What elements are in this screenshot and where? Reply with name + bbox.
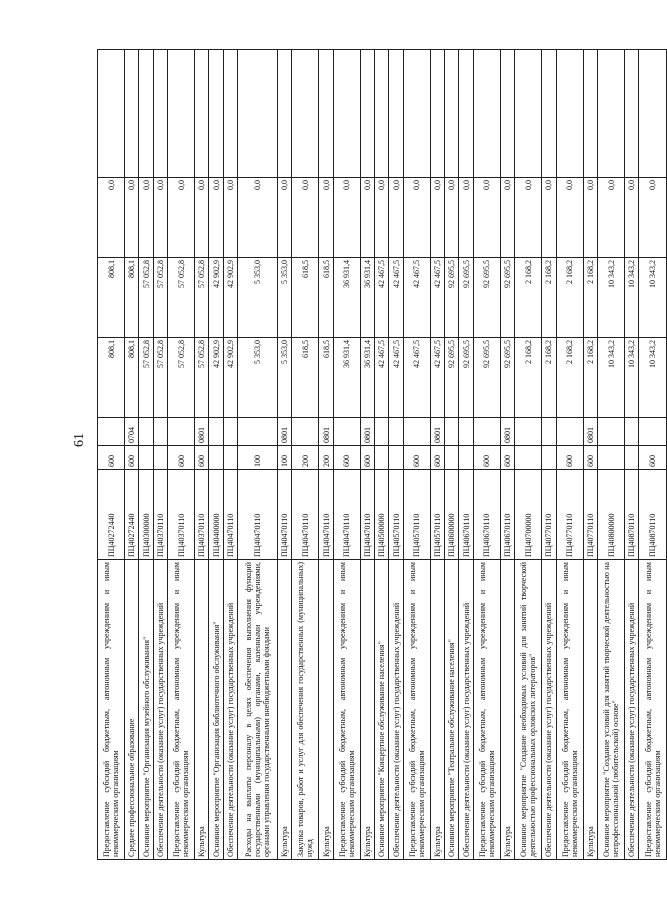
row-rz-cell [223, 418, 237, 446]
row-rz-cell [625, 418, 639, 446]
table-row [403, 50, 430, 860]
row-value1-cell: 57 052,8 [153, 338, 167, 418]
table-row [583, 50, 597, 860]
row-value2-cell: 618,5 [319, 258, 333, 338]
row-value1-cell: 92 695,5 [445, 338, 459, 418]
row-rz-cell: 0801 [360, 418, 374, 446]
row-name-cell: Основное мероприятие "Концертное обслуживание населения" [375, 560, 389, 860]
row-value2-cell: 57 052,8 [195, 258, 209, 338]
row-vr-cell: 600 [333, 446, 360, 470]
row-empty-cell [500, 50, 514, 178]
row-code-cell: ПЦ40500000 [375, 470, 389, 560]
row-value2-cell: 5 353,0 [278, 258, 292, 338]
row-code-cell: ПЦ40770110 [542, 470, 556, 560]
row-vr-cell: 600 [360, 446, 374, 470]
row-vr-cell: 600 [639, 446, 667, 470]
table-row [598, 50, 625, 860]
row-value3-cell: 0,0 [556, 178, 583, 258]
row-value2-cell: 2 168,2 [583, 258, 597, 338]
row-name-cell: Обеспечение деятельности (оказание услуг) государственных учреждений [625, 560, 639, 860]
row-name-cell: Обеспечение деятельности (оказание услуг) государственных учреждений [459, 560, 473, 860]
row-value3-cell: 0,0 [319, 178, 333, 258]
row-empty-cell [542, 50, 556, 178]
row-rz-cell [153, 418, 167, 446]
row-name-cell: Культура [195, 560, 209, 860]
row-value2-cell: 2 168,2 [556, 258, 583, 338]
row-vr-cell: 200 [292, 446, 319, 470]
row-value1-cell: 10 343,2 [625, 338, 639, 418]
row-code-cell: ПЦ40470110 [333, 470, 360, 560]
row-name-cell: Обеспечение деятельности (оказание услуг) государственных учреждений [153, 560, 167, 860]
row-vr-cell [598, 446, 625, 470]
row-vr-cell [223, 446, 237, 470]
row-empty-cell [459, 50, 473, 178]
row-code-cell: ПЦ40600000 [445, 470, 459, 560]
row-value3-cell: 0,0 [238, 178, 278, 258]
row-rz-cell [209, 418, 223, 446]
row-vr-cell: 600 [195, 446, 209, 470]
row-value2-cell: 92 695,5 [445, 258, 459, 338]
row-vr-cell: 600 [98, 446, 125, 470]
row-empty-cell [139, 50, 153, 178]
row-empty-cell [639, 50, 667, 178]
row-value3-cell: 0,0 [223, 178, 237, 258]
row-rz-cell [98, 418, 125, 446]
row-value1-cell: 10 343,2 [639, 338, 667, 418]
row-value1-cell: 2 168,2 [515, 338, 542, 418]
table-row [459, 50, 473, 860]
row-value1-cell: 618,5 [319, 338, 333, 418]
table-row [473, 50, 500, 860]
row-empty-cell [195, 50, 209, 178]
row-value3-cell: 0,0 [360, 178, 374, 258]
row-value3-cell: 0,0 [195, 178, 209, 258]
row-code-cell: ПЦ40570110 [389, 470, 403, 560]
page-number: 61 [72, 433, 87, 447]
row-name-cell: Предоставление субсидий бюджетным, автономным учреждениям и иным некоммерческим организациям [333, 560, 360, 860]
row-empty-cell [360, 50, 374, 178]
budget-table-body [98, 50, 667, 860]
row-code-cell: ПЦ40470110 [292, 470, 319, 560]
row-code-cell: ПЦ40670110 [500, 470, 514, 560]
row-code-cell: ПЦ40770110 [556, 470, 583, 560]
row-value2-cell: 42 467,5 [375, 258, 389, 338]
row-rz-cell [375, 418, 389, 446]
row-vr-cell: 600 [500, 446, 514, 470]
row-value3-cell: 0,0 [473, 178, 500, 258]
row-value1-cell: 42 902,9 [209, 338, 223, 418]
row-empty-cell [209, 50, 223, 178]
row-rz-cell [445, 418, 459, 446]
row-rz-cell [168, 418, 195, 446]
table-row [168, 50, 195, 860]
row-name-cell: Культура [500, 560, 514, 860]
row-vr-cell [209, 446, 223, 470]
row-value2-cell: 5 353,0 [238, 258, 278, 338]
row-code-cell: ПЦ40272440 [98, 470, 125, 560]
table-row [360, 50, 374, 860]
row-code-cell: ПЦ40700000 [515, 470, 542, 560]
table-row [139, 50, 153, 860]
row-code-cell: ПЦ40470110 [360, 470, 374, 560]
row-vr-cell: 600 [403, 446, 430, 470]
row-name-cell: Культура [430, 560, 444, 860]
row-name-cell: Основное мероприятие "Театральное обслуживание населения" [445, 560, 459, 860]
table-row [153, 50, 167, 860]
row-empty-cell [445, 50, 459, 178]
table-row [195, 50, 209, 860]
row-value1-cell: 57 052,8 [195, 338, 209, 418]
row-code-cell: ПЦ40870110 [625, 470, 639, 560]
table-row [375, 50, 389, 860]
row-code-cell: ПЦ40770110 [583, 470, 597, 560]
row-value2-cell: 10 343,2 [625, 258, 639, 338]
row-value1-cell: 2 168,2 [556, 338, 583, 418]
row-vr-cell: 600 [125, 446, 139, 470]
row-rz-cell [389, 418, 403, 446]
row-value1-cell: 42 467,5 [430, 338, 444, 418]
row-value3-cell: 0,0 [139, 178, 153, 258]
row-value3-cell: 0,0 [403, 178, 430, 258]
row-value3-cell: 0,0 [278, 178, 292, 258]
row-value2-cell: 42 902,9 [223, 258, 237, 338]
row-code-cell: ПЦ40370110 [168, 470, 195, 560]
row-name-cell: Обеспечение деятельности (оказание услуг) государственных учреждений [389, 560, 403, 860]
row-code-cell: ПЦ40470110 [278, 470, 292, 560]
row-vr-cell: 600 [473, 446, 500, 470]
row-value2-cell: 92 695,5 [459, 258, 473, 338]
row-name-cell: Основное мероприятие "Организация библиотечного обслуживания" [209, 560, 223, 860]
row-rz-cell [515, 418, 542, 446]
table-row [238, 50, 278, 860]
row-rz-cell: 0801 [278, 418, 292, 446]
row-vr-cell: 600 [430, 446, 444, 470]
row-empty-cell [515, 50, 542, 178]
table-row [292, 50, 319, 860]
row-code-cell: ПЦ40800000 [598, 470, 625, 560]
row-vr-cell [445, 446, 459, 470]
table-row [445, 50, 459, 860]
row-rz-cell [459, 418, 473, 446]
row-empty-cell [223, 50, 237, 178]
row-empty-cell [583, 50, 597, 178]
row-rz-cell [292, 418, 319, 446]
row-value2-cell: 57 052,8 [139, 258, 153, 338]
row-code-cell: ПЦ40470110 [238, 470, 278, 560]
row-rz-cell: 0704 [125, 418, 139, 446]
row-value2-cell: 57 052,8 [153, 258, 167, 338]
row-code-cell: ПЦ40300000 [139, 470, 153, 560]
row-value1-cell: 10 343,2 [598, 338, 625, 418]
row-value2-cell: 42 467,5 [389, 258, 403, 338]
row-value1-cell: 92 695,5 [473, 338, 500, 418]
row-code-cell: ПЦ40370110 [195, 470, 209, 560]
row-value2-cell: 92 695,5 [473, 258, 500, 338]
row-name-cell: Культура [278, 560, 292, 860]
row-rz-cell: 0801 [319, 418, 333, 446]
table-row [209, 50, 223, 860]
row-value1-cell: 42 467,5 [389, 338, 403, 418]
row-rz-cell [556, 418, 583, 446]
row-value2-cell: 808,1 [125, 258, 139, 338]
row-name-cell: Обеспечение деятельности (оказание услуг) государственных учреждений [542, 560, 556, 860]
row-value1-cell: 36 931,4 [360, 338, 374, 418]
row-name-cell: Среднее профессиональное образование [125, 560, 139, 860]
row-vr-cell: 600 [168, 446, 195, 470]
row-value2-cell: 36 931,4 [360, 258, 374, 338]
row-code-cell: ПЦ40470110 [319, 470, 333, 560]
row-value3-cell: 0,0 [500, 178, 514, 258]
row-empty-cell [430, 50, 444, 178]
row-vr-cell [625, 446, 639, 470]
row-name-cell: Обеспечение деятельности (оказание услуг) государственных учреждений [223, 560, 237, 860]
row-name-cell: Расходы на выплаты персоналу в целях обеспечения выполнения функций государственными (муниципальными) органами, казенными учреждениями, органами управления государственными внебюджетными фондами [238, 560, 278, 860]
row-code-cell: ПЦ40400000 [209, 470, 223, 560]
row-value2-cell: 618,5 [292, 258, 319, 338]
row-vr-cell [459, 446, 473, 470]
row-value1-cell: 2 168,2 [583, 338, 597, 418]
row-rz-cell [598, 418, 625, 446]
row-rz-cell [639, 418, 667, 446]
row-value3-cell: 0,0 [98, 178, 125, 258]
row-rz-cell: 0801 [500, 418, 514, 446]
row-value3-cell: 0,0 [209, 178, 223, 258]
row-empty-cell [473, 50, 500, 178]
row-code-cell: ПЦ40570110 [403, 470, 430, 560]
table-row [98, 50, 125, 860]
row-name-cell: Культура [319, 560, 333, 860]
row-code-cell: ПЦ40870110 [639, 470, 667, 560]
row-code-cell: ПЦ40570110 [430, 470, 444, 560]
row-value3-cell: 0,0 [515, 178, 542, 258]
row-value1-cell: 57 052,8 [139, 338, 153, 418]
row-value3-cell: 0,0 [375, 178, 389, 258]
row-value3-cell: 0,0 [445, 178, 459, 258]
row-rz-cell: 0801 [195, 418, 209, 446]
row-value3-cell: 0,0 [542, 178, 556, 258]
row-rz-cell [139, 418, 153, 446]
row-name-cell: Закупка товаров, работ и услуг для обеспечения государственных (муниципальных) нужд [292, 560, 319, 860]
row-empty-cell [556, 50, 583, 178]
row-name-cell: Предоставление субсидий бюджетным, автономным учреждениям и иным некоммерческим организациям [639, 560, 667, 860]
row-name-cell: Основное мероприятие "Организация музейного обслуживания" [139, 560, 153, 860]
row-value1-cell: 2 168,2 [542, 338, 556, 418]
row-value3-cell: 0,0 [639, 178, 667, 258]
row-value3-cell: 0,0 [125, 178, 139, 258]
table-row [639, 50, 667, 860]
row-code-cell: ПЦ40670110 [459, 470, 473, 560]
row-empty-cell [403, 50, 430, 178]
row-vr-cell: 600 [556, 446, 583, 470]
row-name-cell: Предоставление субсидий бюджетным, автономным учреждениям и иным некоммерческим организациям [473, 560, 500, 860]
row-value2-cell: 10 343,2 [598, 258, 625, 338]
row-name-cell: Предоставление субсидий бюджетным, автономным учреждениям и иным некоммерческим организациям [403, 560, 430, 860]
row-value3-cell: 0,0 [153, 178, 167, 258]
row-rz-cell [333, 418, 360, 446]
row-empty-cell [125, 50, 139, 178]
row-empty-cell [168, 50, 195, 178]
row-value2-cell: 2 168,2 [542, 258, 556, 338]
row-name-cell: Предоставление субсидий бюджетным, автономным учреждениям и иным некоммерческим организациям [556, 560, 583, 860]
row-value2-cell: 42 902,9 [209, 258, 223, 338]
row-value2-cell: 808,1 [98, 258, 125, 338]
row-value2-cell: 36 931,4 [333, 258, 360, 338]
row-rz-cell [403, 418, 430, 446]
table-row [625, 50, 639, 860]
row-vr-cell: 100 [238, 446, 278, 470]
row-name-cell: Предоставление субсидий бюджетным, автономным учреждениям и иным некоммерческим организациям [168, 560, 195, 860]
row-name-cell: Культура [360, 560, 374, 860]
row-code-cell: ПЦ40670110 [473, 470, 500, 560]
row-name-cell: Основное мероприятие "Создание необходимых условий для занятий творческой деятельностью профессиональных орловских литераторов" [515, 560, 542, 860]
row-vr-cell [542, 446, 556, 470]
row-name-cell: Основное мероприятие "Создание условий для занятий творческой деятельностью на непрофессиональной (любительской) основе" [598, 560, 625, 860]
budget-table [97, 49, 667, 860]
row-value3-cell: 0,0 [598, 178, 625, 258]
row-empty-cell [333, 50, 360, 178]
row-value3-cell: 0,0 [625, 178, 639, 258]
row-rz-cell: 0801 [583, 418, 597, 446]
row-value1-cell: 42 467,5 [403, 338, 430, 418]
row-empty-cell [153, 50, 167, 178]
row-value2-cell: 92 695,5 [500, 258, 514, 338]
row-empty-cell [389, 50, 403, 178]
row-vr-cell [153, 446, 167, 470]
row-value1-cell: 36 931,4 [333, 338, 360, 418]
row-rz-cell [238, 418, 278, 446]
row-value3-cell: 0,0 [333, 178, 360, 258]
row-code-cell: ПЦ40370110 [153, 470, 167, 560]
row-vr-cell: 200 [319, 446, 333, 470]
row-value3-cell: 0,0 [292, 178, 319, 258]
row-value1-cell: 42 902,9 [223, 338, 237, 418]
table-row [125, 50, 139, 860]
row-vr-cell: 100 [278, 446, 292, 470]
row-value3-cell: 0,0 [459, 178, 473, 258]
row-value1-cell: 808,1 [98, 338, 125, 418]
row-vr-cell [375, 446, 389, 470]
table-row [389, 50, 403, 860]
table-row [333, 50, 360, 860]
table-row [500, 50, 514, 860]
row-empty-cell [278, 50, 292, 178]
row-code-cell: ПЦ40470110 [223, 470, 237, 560]
table-row [515, 50, 542, 860]
row-rz-cell: 0801 [430, 418, 444, 446]
row-value1-cell: 42 467,5 [375, 338, 389, 418]
row-code-cell: ПЦ40272440 [125, 470, 139, 560]
row-value2-cell: 57 052,8 [168, 258, 195, 338]
row-empty-cell [98, 50, 125, 178]
row-vr-cell [139, 446, 153, 470]
row-value1-cell: 5 353,0 [278, 338, 292, 418]
table-row [223, 50, 237, 860]
row-value1-cell: 92 695,5 [500, 338, 514, 418]
row-name-cell: Предоставление субсидий бюджетным, автономным учреждениям и иным некоммерческим организациям [98, 560, 125, 860]
table-row [556, 50, 583, 860]
row-empty-cell [625, 50, 639, 178]
row-value3-cell: 0,0 [168, 178, 195, 258]
row-value3-cell: 0,0 [583, 178, 597, 258]
rotated-table-wrapper [97, 50, 667, 860]
row-value3-cell: 0,0 [430, 178, 444, 258]
row-name-cell: Культура [583, 560, 597, 860]
row-value1-cell: 5 353,0 [238, 338, 278, 418]
table-row [319, 50, 333, 860]
table-row [430, 50, 444, 860]
row-empty-cell [375, 50, 389, 178]
row-value2-cell: 10 343,2 [639, 258, 667, 338]
row-empty-cell [319, 50, 333, 178]
row-value2-cell: 2 168,2 [515, 258, 542, 338]
row-value2-cell: 42 467,5 [430, 258, 444, 338]
row-value1-cell: 618,5 [292, 338, 319, 418]
row-vr-cell [515, 446, 542, 470]
row-rz-cell [542, 418, 556, 446]
row-vr-cell [389, 446, 403, 470]
row-empty-cell [598, 50, 625, 178]
row-vr-cell: 600 [583, 446, 597, 470]
row-rz-cell [473, 418, 500, 446]
table-row [278, 50, 292, 860]
table-row [542, 50, 556, 860]
row-empty-cell [238, 50, 278, 178]
row-value3-cell: 0,0 [389, 178, 403, 258]
row-value1-cell: 808,1 [125, 338, 139, 418]
row-value1-cell: 57 052,8 [168, 338, 195, 418]
row-empty-cell [292, 50, 319, 178]
row-value2-cell: 42 467,5 [403, 258, 430, 338]
row-value1-cell: 92 695,5 [459, 338, 473, 418]
